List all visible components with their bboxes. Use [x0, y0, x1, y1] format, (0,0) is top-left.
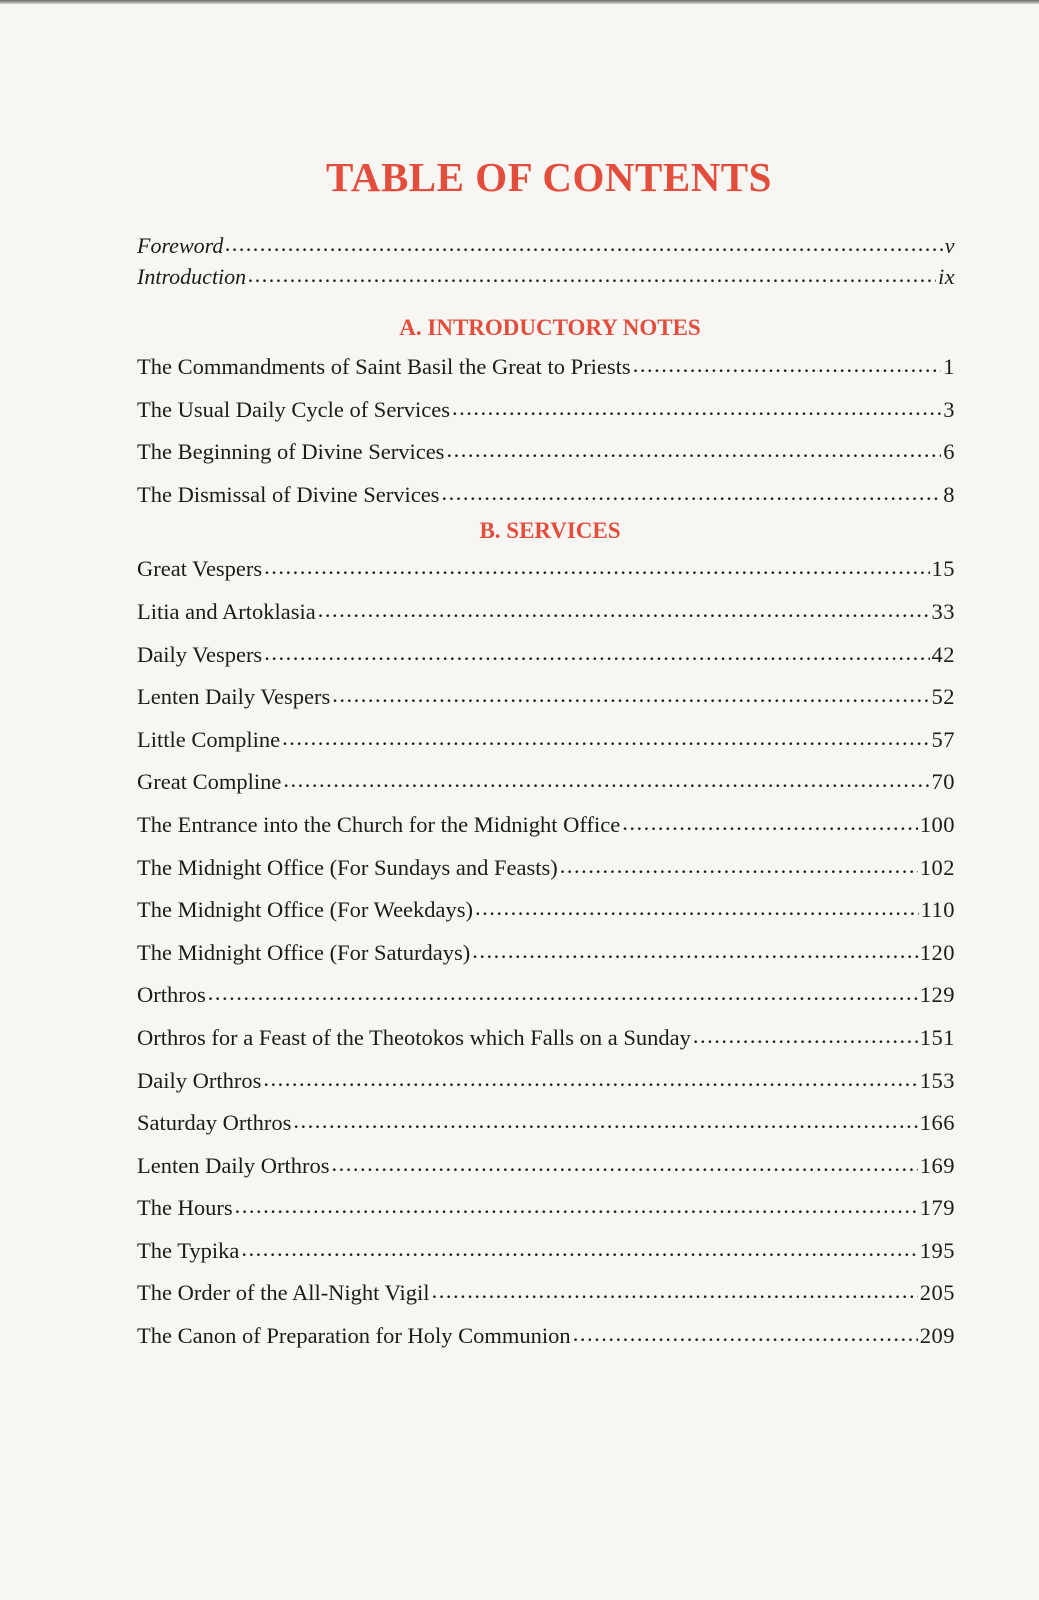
dot-leader	[475, 887, 919, 930]
toc-entry-label: The Typika	[137, 1237, 240, 1263]
page-top-edge	[0, 0, 1039, 4]
dot-leader	[332, 674, 929, 717]
toc-entry	[137, 761, 955, 804]
toc-entry	[137, 474, 955, 517]
toc-entry-page: 102	[919, 854, 955, 880]
toc-entry-label: Foreword	[137, 233, 224, 258]
toc-entry-page: 70	[931, 769, 955, 795]
toc-entry-page: 195	[919, 1237, 955, 1263]
toc-entry	[137, 346, 955, 389]
toc-entry-label: The Midnight Office (For Saturdays)	[137, 939, 471, 965]
dot-leader	[573, 1313, 918, 1356]
toc-entry-label: Daily Orthros	[137, 1067, 262, 1093]
toc-entry-page: 1	[943, 354, 955, 379]
toc-entry-page: 6	[943, 439, 955, 465]
toc-entry	[137, 889, 955, 932]
toc-entry-label: The Beginning of Divine Services	[137, 439, 445, 465]
toc-entry	[137, 1230, 955, 1273]
toc-entry-page: 179	[919, 1195, 955, 1221]
dot-leader	[225, 228, 942, 259]
toc-entry-label: Lenten Daily Vespers	[137, 684, 331, 710]
toc-entry-label: The Hours	[137, 1195, 233, 1221]
toc-entry-page: 120	[919, 939, 955, 965]
toc-entry-page: 166	[919, 1110, 955, 1136]
toc-entry	[137, 591, 955, 634]
toc-entry-page: 3	[943, 396, 955, 422]
dot-leader	[293, 1100, 917, 1143]
toc-entry-page: 42	[931, 641, 955, 667]
dot-leader	[241, 1228, 917, 1271]
toc-entry	[137, 389, 955, 432]
page-title: TABLE OF CONTENTS	[326, 154, 772, 200]
toc-entry	[137, 676, 955, 719]
dot-leader	[472, 930, 917, 973]
toc-entry-label: Great Vespers	[137, 556, 263, 582]
dot-leader	[208, 972, 918, 1015]
toc-entry-label: Saturday Orthros	[137, 1110, 292, 1136]
toc-entry-page: 153	[919, 1067, 955, 1093]
dot-leader	[282, 717, 929, 760]
dot-leader	[248, 259, 936, 290]
toc-entry-page: 110	[920, 897, 955, 923]
dot-leader	[432, 1270, 918, 1313]
toc-entry-label: Little Compline	[137, 726, 281, 752]
toc-entry	[137, 974, 955, 1017]
toc-entry-label: The Usual Daily Cycle of Services	[137, 396, 451, 422]
toc-entry-label: Daily Vespers	[137, 641, 263, 667]
dot-leader	[441, 472, 941, 515]
toc-entry-label: Orthros	[137, 982, 206, 1008]
toc-entry-page: 57	[931, 726, 955, 752]
toc-entry	[137, 847, 955, 890]
toc-entry-page: v	[944, 233, 955, 258]
toc-entry	[137, 719, 955, 762]
dot-leader	[693, 1015, 918, 1058]
toc-entry-page: 100	[919, 811, 955, 837]
toc-entry-label: The Entrance into the Church for the Midnight Office	[137, 811, 621, 837]
front-matter-list	[137, 230, 955, 292]
toc-entry	[137, 1060, 955, 1103]
dot-leader	[452, 387, 941, 430]
toc-entry-page: 169	[919, 1152, 955, 1178]
toc-entry-label: The Midnight Office (For Weekdays)	[137, 897, 474, 923]
toc-entry	[137, 1145, 955, 1188]
dot-leader	[633, 344, 942, 387]
dot-leader	[622, 802, 918, 845]
dot-leader	[263, 1058, 917, 1101]
toc-entry	[137, 1017, 955, 1060]
toc-entry-page: 209	[919, 1323, 955, 1349]
toc-entry-page: 33	[931, 598, 955, 624]
dot-leader	[318, 589, 930, 632]
toc-entry-label: The Order of the All-Night Vigil	[137, 1280, 430, 1306]
table-of-contents-page	[137, 150, 955, 1358]
toc-entry-foreword	[137, 230, 955, 261]
toc-entry-label: The Commandments of Saint Basil the Great to Priests	[137, 354, 631, 379]
toc-entry-page: 52	[931, 684, 955, 710]
dot-leader	[331, 1143, 917, 1186]
dot-leader	[264, 546, 929, 589]
dot-leader	[264, 632, 929, 675]
toc-entry-label: The Dismissal of Divine Services	[137, 481, 440, 507]
toc-entry-label: Litia and Artoklasia	[137, 598, 316, 624]
toc-entry-page: 151	[919, 1024, 955, 1050]
toc-entry-label: Orthros for a Feast of the Theotokos which Falls on a Sunday	[137, 1024, 691, 1050]
dot-leader	[283, 759, 929, 802]
toc-entry-page: 8	[943, 481, 955, 507]
toc-entry-page: 205	[919, 1280, 955, 1306]
toc-entry-introduction	[137, 261, 955, 292]
toc-entry	[137, 634, 955, 677]
section-heading-introductory-notes: A. INTRODUCTORY NOTES	[399, 315, 701, 340]
toc-entry	[137, 548, 955, 591]
toc-entry	[137, 932, 955, 975]
section-heading-services: B. SERVICES	[479, 518, 621, 544]
toc-entry-page: 129	[919, 982, 955, 1008]
toc-entry	[137, 431, 955, 474]
toc-entry-page: ix	[938, 264, 955, 289]
dot-leader	[560, 845, 918, 888]
section-list-introductory-notes	[137, 346, 955, 516]
toc-entry-page: 15	[931, 556, 955, 582]
toc-entry-label: Lenten Daily Orthros	[137, 1152, 330, 1178]
toc-entry-label: Introduction	[137, 264, 247, 289]
section-list-services	[137, 548, 955, 1357]
dot-leader	[235, 1185, 918, 1228]
toc-entry	[137, 1102, 955, 1145]
toc-entry-label: The Midnight Office (For Sundays and Feasts)	[137, 854, 558, 880]
toc-entry	[137, 1315, 955, 1358]
toc-entry	[137, 804, 955, 847]
toc-entry	[137, 1272, 955, 1315]
toc-entry	[137, 1187, 955, 1230]
dot-leader	[446, 429, 941, 472]
toc-entry-label: Great Compline	[137, 769, 282, 795]
toc-entry-label: The Canon of Preparation for Holy Communion	[137, 1323, 571, 1349]
